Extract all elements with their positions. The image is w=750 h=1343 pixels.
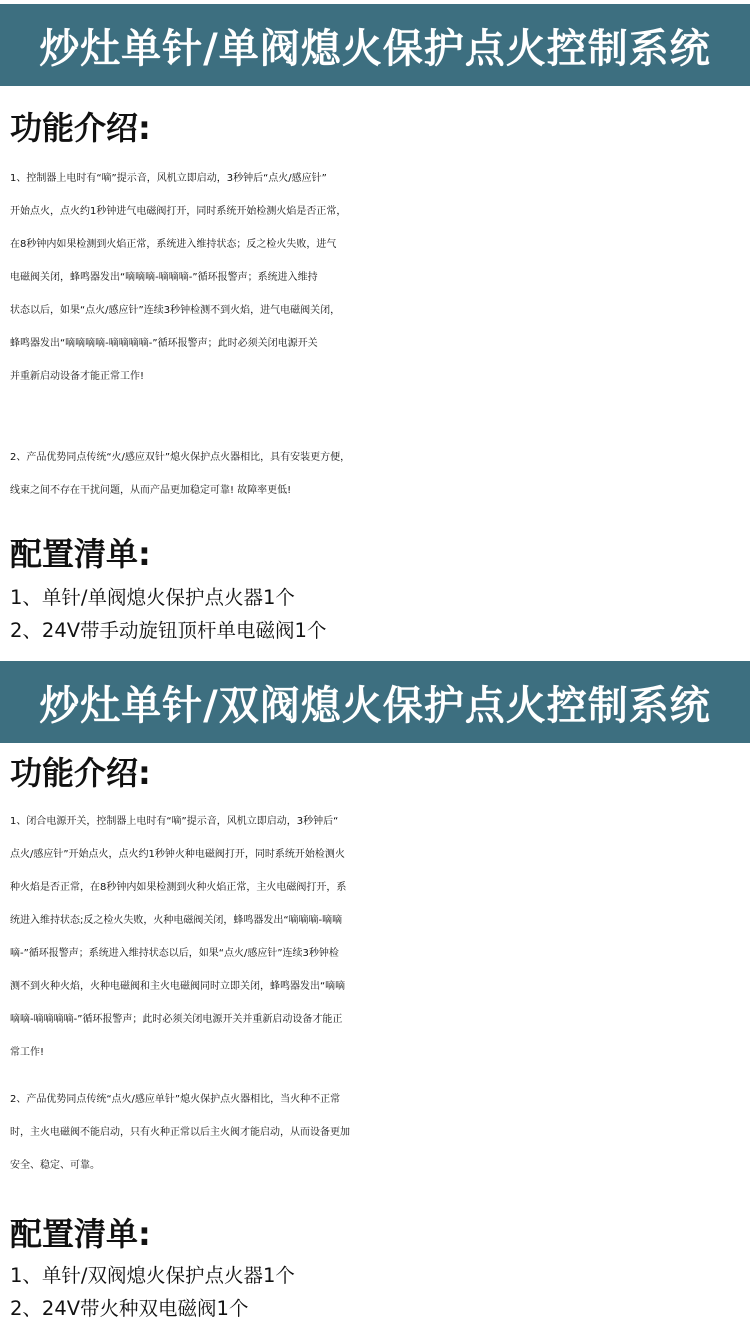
section2-title: 炒灶单针/双阀熄火保护点火控制系统 [39,682,711,729]
text-line: 1、闭合电源开关，控制器上电时有“嘀”提示音，风机立即启动，3秒钟后“ [10,816,339,827]
text-line: 2、产品优势同点传统“点火/感应单针”熄火保护点火器相比，当火种不正常 [10,1094,341,1105]
section2-func-p2 [10,1083,750,1182]
section1-func-p2 [10,441,750,507]
text-line: 1、控制器上电时有“嘀”提示音，风机立即启动，3秒钟后“点火/感应针” [10,173,327,184]
text-line: 线束之间不存在干扰问题，从而产品更加稳定可靠! 故障率更低! [10,485,292,496]
section2-config-item: 2、24V带火种双电磁阀1个 [10,1297,249,1320]
section1-func-p1 [10,162,750,393]
text-line: 蜂鸣器发出“嘀嘀嘀嘀-嘀嘀嘀嘀-”循环报警声；此时必须关闭电源开关 [10,338,318,349]
section2-config-item: 1、单针/双阀熄火保护点火器1个 [10,1264,295,1287]
text-line: 常工作! [10,1047,45,1058]
text-line: 点火/感应针”开始点火，点火约1秒钟火种电磁阀打开，同时系统开始检测火 [10,849,345,860]
text-line: 2、产品优势同点传统“火/感应双针”熄火保护点火器相比，具有安装更方便， [10,452,351,463]
section2-banner [0,661,750,743]
section1-config-heading: 配置清单: [10,535,151,573]
text-line: 嘀嘀-嘀嘀嘀嘀-”循环报警声；此时必须关闭电源开关并重新启动设备才能正 [10,1014,343,1025]
text-line: 安全、稳定、可靠。 [10,1160,100,1171]
text-line: 电磁阀关闭，蜂鸣器发出“嘀嘀嘀-嘀嘀嘀-”循环报警声；系统进入维持 [10,272,318,283]
text-line: 测不到火种火焰，火种电磁阀和主火电磁阀同时立即关闭，蜂鸣器发出“嘀嘀 [10,981,346,992]
text-line: 种火焰是否正常，在8秒钟内如果检测到火种火焰正常，主火电磁阀打开，系 [10,882,347,893]
text-line: 开始点火，点火约1秒钟进气电磁阀打开，同时系统开始检测火焰是否正常， [10,206,347,217]
section2-func-heading: 功能介绍: [10,754,151,792]
section1-config-item: 1、单针/单阀熄火保护点火器1个 [10,586,295,609]
text-line: 状态以后，如果“点火/感应针”连续3秒钟检测不到火焰，进气电磁阀关闭， [10,305,341,316]
section1-config-item: 2、24V带手动旋钮顶杆单电磁阀1个 [10,619,327,642]
text-line: 时，主火电磁阀不能启动，只有火种正常以后主火阀才能启动，从而设备更加 [10,1127,350,1138]
text-line: 在8秒钟内如果检测到火焰正常，系统进入维持状态；反之检火失败，进气 [10,239,337,250]
section1-title: 炒灶单针/单阀熄火保护点火控制系统 [39,25,711,72]
section2-config-heading: 配置清单: [10,1215,151,1253]
text-line: 并重新启动设备才能正常工作! [10,371,145,382]
section1-func-heading: 功能介绍: [10,109,151,147]
section1-banner [0,4,750,86]
section2-func-p1 [10,805,750,1069]
text-line: 统进入维持状态;反之检火失败，火种电磁阀关闭，蜂鸣器发出“嘀嘀嘀-嘀嘀 [10,915,343,926]
text-line: 嘀-”循环报警声；系统进入维持状态以后，如果“点火/感应针”连续3秒钟检 [10,948,339,959]
